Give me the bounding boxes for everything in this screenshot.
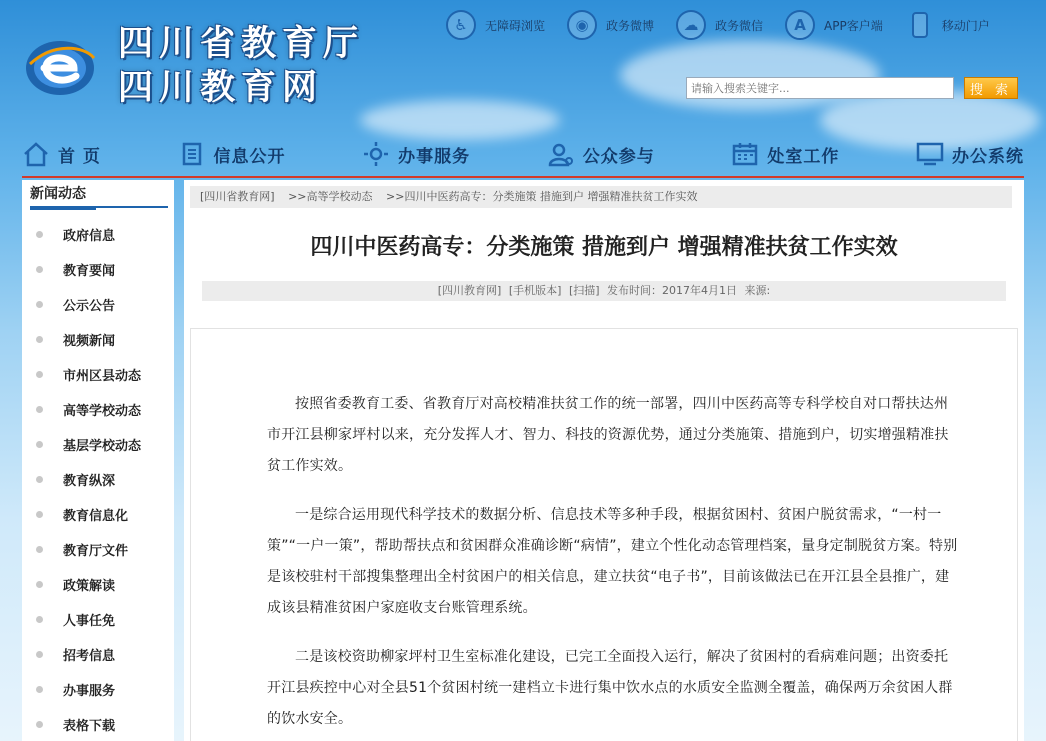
bullet-icon xyxy=(36,476,43,483)
bullet-icon xyxy=(36,441,43,448)
top-link-label: 政务微信 xyxy=(715,18,764,33)
top-link-app[interactable] xyxy=(785,10,883,40)
bullet-icon xyxy=(36,336,43,343)
meta-scan-link[interactable]: [扫描] xyxy=(568,284,600,297)
bullet-icon xyxy=(36,721,43,728)
nav-label: 处室工作 xyxy=(767,146,840,167)
sidebar-item[interactable] xyxy=(22,252,174,287)
meta-from: 来源: xyxy=(744,284,771,297)
breadcrumb-current[interactable]: >>四川中医药高专：分类施策 措施到户 增强精准扶贫工作实效 xyxy=(386,190,698,203)
top-link-accessibility[interactable] xyxy=(446,10,545,40)
article-paragraph: 一是综合运用现代科学技术的数据分析、信息技术等多种手段，根据贫困村、贫困户脱贫需求，“一村一策”“一户一策”，帮助帮扶点和贫困群众准确诊断“病情”，建立个性化动态管理档案，量身定制脱贫方案。特别是该校驻村干部搜集整理出全村贫困户的相关信息，建立扶贫“电子书”，目前该做法已在开江县全县推广，建成该县精准贫困户家庭收支台账管理系统。 xyxy=(267,507,958,616)
sidebar-item-label: 办事服务 xyxy=(63,684,116,699)
sidebar-heading: 新闻动态 xyxy=(30,180,96,210)
accessibility-icon: ♿ xyxy=(446,10,476,40)
breadcrumb-link[interactable]: >>高等学校动态 xyxy=(288,190,373,203)
sidebar-item[interactable] xyxy=(22,637,174,672)
monitor-icon xyxy=(916,140,944,168)
bullet-icon xyxy=(36,686,43,693)
nav-label: 首 页 xyxy=(58,146,101,167)
top-link-label: 政务微博 xyxy=(606,18,655,33)
nav-label: 办事服务 xyxy=(398,146,471,167)
sidebar-item[interactable] xyxy=(22,532,174,567)
sidebar-item[interactable] xyxy=(22,567,174,602)
meta-published: 发布时间：2017年4月1日 xyxy=(607,284,738,297)
sidebar-item[interactable] xyxy=(22,392,174,427)
bullet-icon xyxy=(36,651,43,658)
search-bar xyxy=(686,77,1018,99)
weibo-icon: ◉ xyxy=(567,10,597,40)
bullet-icon xyxy=(36,581,43,588)
article-paragraph: 二是该校资助柳家坪村卫生室标准化建设，已完工全面投入运行，解决了贫困村的看病难问题；出资委托开江县疾控中心对全县51个贫困村统一建档立卡进行集中饮水点的水质安全监测全覆盖，确保两万余贫困人群的饮水安全。 xyxy=(267,649,953,727)
nav-item-system[interactable] xyxy=(916,140,1024,168)
top-link-wechat[interactable] xyxy=(676,10,763,40)
sidebar-item-label: 教育厅文件 xyxy=(63,544,129,559)
home-icon xyxy=(22,140,50,168)
top-link-weibo[interactable] xyxy=(567,10,654,40)
sidebar xyxy=(22,180,174,741)
user-search-icon xyxy=(547,140,575,168)
bullet-icon xyxy=(36,301,43,308)
nav-item-office[interactable] xyxy=(731,140,839,168)
article-panel xyxy=(184,180,1024,741)
bullet-icon xyxy=(36,406,43,413)
bullet-icon xyxy=(36,616,43,623)
nav-label: 公众参与 xyxy=(582,146,655,167)
search-button[interactable]: 搜 索 xyxy=(964,77,1018,99)
top-link-label: 无障碍浏览 xyxy=(485,18,546,33)
nav-item-info[interactable] xyxy=(178,140,286,168)
site-title-line2: 四川教育网 xyxy=(118,67,324,108)
document-icon xyxy=(178,140,206,168)
top-links xyxy=(446,10,1012,40)
nav-label: 办公系统 xyxy=(951,146,1024,167)
sidebar-item-label: 教育纵深 xyxy=(63,474,116,489)
sidebar-item[interactable] xyxy=(22,217,174,252)
top-link-label: APP客户端 xyxy=(824,18,883,33)
top-link-label: 移动门户 xyxy=(941,18,990,33)
sidebar-item-label: 视频新闻 xyxy=(63,334,116,349)
sidebar-item-label: 公示公告 xyxy=(63,299,116,314)
sidebar-item-label: 市州区县动态 xyxy=(63,369,142,384)
site-title xyxy=(118,22,364,110)
sidebar-item-label: 教育信息化 xyxy=(63,509,129,524)
site-title-line1: 四川省教育厅 xyxy=(118,23,365,64)
article-paragraph: 按照省委教育工委、省教育厅对高校精准扶贫工作的统一部署，四川中医药高等专科学校自对口帮扶达州市开江县柳家坪村以来，充分发挥人才、智力、科技的资源优势，通过分类施策、措施到户，切实增强精准扶贫工作实效。 xyxy=(267,396,949,474)
bullet-icon xyxy=(36,231,43,238)
sidebar-item-label: 招考信息 xyxy=(63,649,116,664)
bullet-icon xyxy=(36,511,43,518)
sidebar-list xyxy=(22,208,174,741)
bullet-icon xyxy=(36,371,43,378)
sidebar-item-label: 基层学校动态 xyxy=(63,439,142,454)
sidebar-item-label: 表格下载 xyxy=(63,719,116,734)
meta-mobile-link[interactable]: [手机版本] xyxy=(508,284,562,297)
site-header xyxy=(0,0,1046,130)
service-icon xyxy=(362,140,390,168)
sidebar-item-label: 高等学校动态 xyxy=(63,404,142,419)
wechat-icon: ☁ xyxy=(676,10,706,40)
sidebar-header xyxy=(30,180,168,208)
main-nav xyxy=(22,132,1024,178)
article-title: 四川中医药高专：分类施策 措施到户 增强精准扶贫工作实效 xyxy=(310,235,898,260)
top-link-mobile[interactable] xyxy=(905,10,990,40)
article-meta xyxy=(202,281,1006,301)
sidebar-item[interactable] xyxy=(22,287,174,322)
bullet-icon xyxy=(36,266,43,273)
meta-source[interactable]: [四川教育网] xyxy=(437,284,502,297)
article-body xyxy=(190,328,1018,741)
mobile-phone-icon xyxy=(912,12,928,38)
breadcrumb-link[interactable]: [四川省教育网] xyxy=(200,190,275,203)
sidebar-item-label: 人事任免 xyxy=(63,614,116,629)
sidebar-item[interactable] xyxy=(22,427,174,462)
nav-label: 信息公开 xyxy=(213,146,286,167)
sidebar-item[interactable] xyxy=(22,322,174,357)
sidebar-item-label: 教育要闻 xyxy=(63,264,116,279)
nav-item-service[interactable] xyxy=(362,140,470,168)
search-input[interactable] xyxy=(686,77,954,99)
sidebar-item-label: 政策解读 xyxy=(63,579,116,594)
calendar-icon xyxy=(731,140,759,168)
breadcrumb xyxy=(190,186,1012,208)
app-store-icon: A xyxy=(785,10,815,40)
sidebar-item[interactable] xyxy=(22,672,174,707)
sidebar-item[interactable] xyxy=(22,357,174,392)
nav-item-home[interactable] xyxy=(22,140,101,168)
bullet-icon xyxy=(36,546,43,553)
sidebar-item[interactable] xyxy=(22,602,174,637)
sidebar-item[interactable] xyxy=(22,462,174,497)
sidebar-item-label: 政府信息 xyxy=(63,229,116,244)
sidebar-item[interactable] xyxy=(22,707,174,741)
sidebar-item[interactable] xyxy=(22,497,174,532)
nav-item-public[interactable] xyxy=(547,140,655,168)
site-logo[interactable] xyxy=(24,36,96,98)
